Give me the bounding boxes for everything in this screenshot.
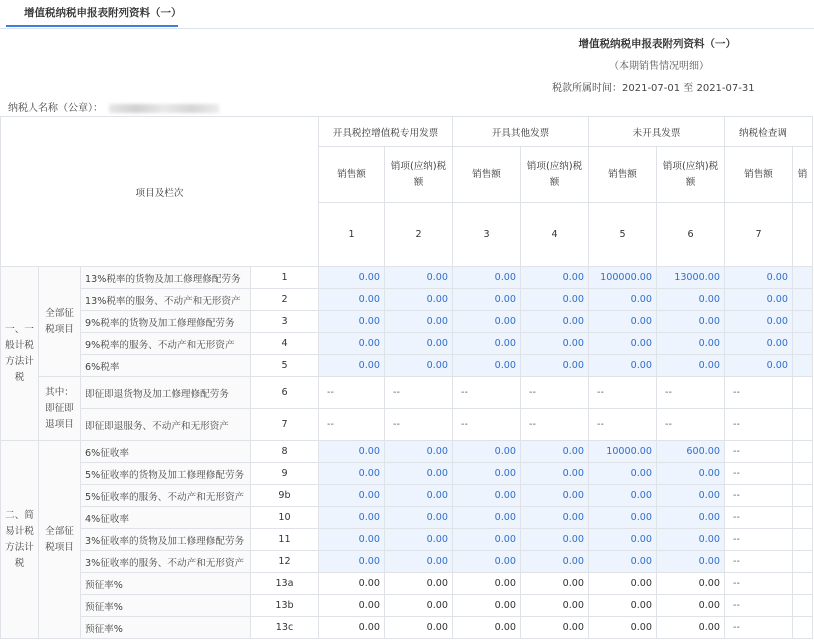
value-cell[interactable]: 0.00 xyxy=(589,311,657,333)
value-cell-partial xyxy=(793,485,813,507)
value-cell-partial xyxy=(793,311,813,333)
value-cell: -- xyxy=(725,573,793,595)
value-cell[interactable]: 0.00 xyxy=(725,289,793,311)
value-cell: 0.00 xyxy=(589,617,657,639)
value-cell: 0.00 xyxy=(453,617,521,639)
value-cell-partial xyxy=(793,463,813,485)
table-row xyxy=(1,485,813,507)
value-cell[interactable]: 0.00 xyxy=(319,441,385,463)
value-cell[interactable]: 0.00 xyxy=(657,463,725,485)
column-number-3: 3 xyxy=(453,203,521,267)
row-line-number: 3 xyxy=(251,311,319,333)
section-general-refund-items: 其中：即征即退项目 xyxy=(39,377,81,441)
value-cell[interactable]: 0.00 xyxy=(385,551,453,573)
value-cell[interactable]: 0.00 xyxy=(521,551,589,573)
value-cell: -- xyxy=(725,617,793,639)
value-cell[interactable]: 0.00 xyxy=(385,355,453,377)
column-number-4: 4 xyxy=(521,203,589,267)
value-cell[interactable]: 0.00 xyxy=(453,463,521,485)
value-cell: -- xyxy=(385,409,453,441)
section-simple-all-items: 全部征税项目 xyxy=(39,441,81,639)
value-cell[interactable]: 0.00 xyxy=(453,441,521,463)
column-number-8 xyxy=(793,203,813,267)
value-cell-partial xyxy=(793,529,813,551)
sub-header-col-6: 销项(应纳)税额 xyxy=(657,147,725,203)
sub-header-col-4: 销项(应纳)税额 xyxy=(521,147,589,203)
row-item-name: 3%征收率的货物及加工修理修配劳务 xyxy=(81,529,251,551)
value-cell: -- xyxy=(725,463,793,485)
value-cell[interactable]: 0.00 xyxy=(319,289,385,311)
tab-vat-schedule-1[interactable]: 增值税纳税申报表附列资料（一） xyxy=(24,7,182,19)
value-cell: -- xyxy=(521,377,589,409)
value-cell[interactable]: 13000.00 xyxy=(657,267,725,289)
row-line-number: 13b xyxy=(251,595,319,617)
value-cell[interactable]: 0.00 xyxy=(657,507,725,529)
value-cell-partial xyxy=(793,551,813,573)
tax-period: 税款所属时间：2021-07-01 至 2021-07-31 xyxy=(552,83,755,94)
table-row xyxy=(1,289,813,311)
value-cell-partial xyxy=(793,333,813,355)
row-item-name: 3%征收率的服务、不动产和无形资产 xyxy=(81,551,251,573)
row-item-name: 预征率% xyxy=(81,573,251,595)
value-cell: 0.00 xyxy=(589,573,657,595)
row-item-name: 即征即退服务、不动产和无形资产 xyxy=(81,409,251,441)
row-line-number: 4 xyxy=(251,333,319,355)
value-cell[interactable]: 0.00 xyxy=(521,267,589,289)
value-cell[interactable]: 0.00 xyxy=(589,463,657,485)
value-cell[interactable]: 0.00 xyxy=(385,289,453,311)
value-cell[interactable]: 0.00 xyxy=(385,267,453,289)
value-cell[interactable]: 0.00 xyxy=(657,485,725,507)
value-cell[interactable]: 0.00 xyxy=(725,333,793,355)
row-line-number: 13c xyxy=(251,617,319,639)
table-row xyxy=(1,377,813,409)
value-cell: -- xyxy=(319,409,385,441)
value-cell[interactable]: 0.00 xyxy=(521,289,589,311)
value-cell: -- xyxy=(725,409,793,441)
form-subtitle: （本期销售情况明细） xyxy=(609,61,709,72)
value-cell[interactable]: 0.00 xyxy=(319,485,385,507)
table-row xyxy=(1,409,813,441)
form-title: 增值税纳税申报表附列资料（一） xyxy=(578,38,736,50)
column-number-2: 2 xyxy=(385,203,453,267)
column-number-5: 5 xyxy=(589,203,657,267)
value-cell: -- xyxy=(725,529,793,551)
value-cell[interactable]: 0.00 xyxy=(385,485,453,507)
value-cell[interactable]: 0.00 xyxy=(453,507,521,529)
value-cell[interactable]: 0.00 xyxy=(319,267,385,289)
section-simple-method: 二、简易计税方法计税 xyxy=(1,441,39,639)
row-line-number: 9b xyxy=(251,485,319,507)
value-cell: -- xyxy=(453,409,521,441)
value-cell[interactable]: 0.00 xyxy=(521,333,589,355)
value-cell: 0.00 xyxy=(589,595,657,617)
row-item-name: 13%税率的服务、不动产和无形资产 xyxy=(81,289,251,311)
row-line-number: 2 xyxy=(251,289,319,311)
sub-header-col-2: 销项(应纳)税额 xyxy=(385,147,453,203)
value-cell-partial xyxy=(793,595,813,617)
row-line-number: 12 xyxy=(251,551,319,573)
value-cell[interactable]: 0.00 xyxy=(385,333,453,355)
sales-detail-table xyxy=(0,116,813,639)
value-cell[interactable]: 0.00 xyxy=(725,311,793,333)
group-header-other-invoice: 开具其他发票 xyxy=(453,117,589,147)
value-cell[interactable]: 0.00 xyxy=(657,355,725,377)
tab-bar xyxy=(0,0,814,29)
value-cell: 0.00 xyxy=(319,573,385,595)
group-header-special-invoice: 开具税控增值税专用发票 xyxy=(319,117,453,147)
value-cell[interactable]: 0.00 xyxy=(385,507,453,529)
value-cell[interactable]: 0.00 xyxy=(589,333,657,355)
value-cell[interactable]: 0.00 xyxy=(589,485,657,507)
value-cell: -- xyxy=(725,377,793,409)
value-cell[interactable]: 0.00 xyxy=(319,529,385,551)
value-cell[interactable]: 100000.00 xyxy=(589,267,657,289)
value-cell[interactable]: 0.00 xyxy=(657,551,725,573)
value-cell[interactable]: 0.00 xyxy=(725,355,793,377)
active-tab-indicator xyxy=(6,25,178,27)
value-cell[interactable]: 0.00 xyxy=(521,463,589,485)
table-row xyxy=(1,617,813,639)
value-cell[interactable]: 0.00 xyxy=(521,441,589,463)
value-cell: -- xyxy=(725,507,793,529)
table-row xyxy=(1,529,813,551)
table-row xyxy=(1,311,813,333)
table-row xyxy=(1,333,813,355)
value-cell: 0.00 xyxy=(521,595,589,617)
value-cell: -- xyxy=(319,377,385,409)
value-cell[interactable]: 600.00 xyxy=(657,441,725,463)
value-cell: 0.00 xyxy=(453,573,521,595)
value-cell-partial xyxy=(793,377,813,409)
value-cell: -- xyxy=(725,441,793,463)
value-cell-partial xyxy=(793,355,813,377)
value-cell[interactable]: 0.00 xyxy=(453,355,521,377)
value-cell-partial xyxy=(793,409,813,441)
value-cell[interactable]: 0.00 xyxy=(319,463,385,485)
value-cell[interactable]: 0.00 xyxy=(657,289,725,311)
row-item-name: 预征率% xyxy=(81,595,251,617)
row-item-name: 5%征收率的货物及加工修理修配劳务 xyxy=(81,463,251,485)
taxpayer-name xyxy=(8,99,219,114)
value-cell-partial xyxy=(793,441,813,463)
value-cell: -- xyxy=(657,377,725,409)
row-line-number: 9 xyxy=(251,463,319,485)
value-cell: 0.00 xyxy=(385,617,453,639)
table-row xyxy=(1,267,813,289)
sub-header-col-5: 销售额 xyxy=(589,147,657,203)
table-row xyxy=(1,595,813,617)
section-general-all-items: 全部征税项目 xyxy=(39,267,81,377)
row-line-number: 6 xyxy=(251,377,319,409)
value-cell[interactable]: 0.00 xyxy=(657,311,725,333)
value-cell: 0.00 xyxy=(657,595,725,617)
project-header: 项目及栏次 xyxy=(1,117,319,267)
value-cell[interactable]: 0.00 xyxy=(453,529,521,551)
row-item-name: 6%征收率 xyxy=(81,441,251,463)
table-row xyxy=(1,551,813,573)
value-cell[interactable]: 0.00 xyxy=(385,463,453,485)
taxpayer-name-label: 纳税人名称（公章）： xyxy=(8,103,103,114)
value-cell[interactable]: 0.00 xyxy=(589,529,657,551)
row-line-number: 11 xyxy=(251,529,319,551)
value-cell[interactable]: 0.00 xyxy=(453,485,521,507)
value-cell: -- xyxy=(385,377,453,409)
value-cell[interactable]: 0.00 xyxy=(657,529,725,551)
value-cell[interactable]: 0.00 xyxy=(589,355,657,377)
table-row xyxy=(1,441,813,463)
value-cell: -- xyxy=(725,485,793,507)
row-line-number: 5 xyxy=(251,355,319,377)
value-cell: -- xyxy=(521,409,589,441)
row-line-number: 8 xyxy=(251,441,319,463)
value-cell: 0.00 xyxy=(657,573,725,595)
row-item-name: 9%税率的货物及加工修理修配劳务 xyxy=(81,311,251,333)
row-line-number: 7 xyxy=(251,409,319,441)
row-line-number: 13a xyxy=(251,573,319,595)
table-row xyxy=(1,573,813,595)
value-cell[interactable]: 0.00 xyxy=(319,507,385,529)
value-cell: 0.00 xyxy=(657,617,725,639)
table-row xyxy=(1,463,813,485)
value-cell[interactable]: 0.00 xyxy=(521,529,589,551)
value-cell: 0.00 xyxy=(521,617,589,639)
row-item-name: 预征率% xyxy=(81,617,251,639)
row-item-name: 13%税率的货物及加工修理修配劳务 xyxy=(81,267,251,289)
value-cell: 0.00 xyxy=(453,595,521,617)
value-cell-partial xyxy=(793,507,813,529)
value-cell: 0.00 xyxy=(385,573,453,595)
value-cell: -- xyxy=(589,377,657,409)
value-cell: 0.00 xyxy=(319,595,385,617)
value-cell: -- xyxy=(589,409,657,441)
value-cell[interactable]: 0.00 xyxy=(521,355,589,377)
value-cell: -- xyxy=(725,595,793,617)
sub-header-col-3: 销售额 xyxy=(453,147,521,203)
column-number-1: 1 xyxy=(319,203,385,267)
value-cell[interactable]: 0.00 xyxy=(521,311,589,333)
value-cell[interactable]: 0.00 xyxy=(319,333,385,355)
value-cell-partial xyxy=(793,267,813,289)
table-row xyxy=(1,355,813,377)
row-item-name: 5%征收率的服务、不动产和无形资产 xyxy=(81,485,251,507)
value-cell: 0.00 xyxy=(521,573,589,595)
value-cell[interactable]: 0.00 xyxy=(589,289,657,311)
value-cell[interactable]: 0.00 xyxy=(521,507,589,529)
value-cell-partial xyxy=(793,573,813,595)
value-cell: 0.00 xyxy=(319,617,385,639)
redacted-name xyxy=(109,104,219,113)
value-cell[interactable]: 0.00 xyxy=(453,551,521,573)
value-cell-partial xyxy=(793,617,813,639)
table-row xyxy=(1,507,813,529)
value-cell[interactable]: 0.00 xyxy=(453,267,521,289)
sub-header-col-7: 销售额 xyxy=(725,147,793,203)
section-general-method: 一、一般计税方法计税 xyxy=(1,267,39,441)
value-cell[interactable]: 0.00 xyxy=(319,311,385,333)
value-cell[interactable]: 0.00 xyxy=(385,441,453,463)
value-cell[interactable]: 10000.00 xyxy=(589,441,657,463)
column-number-6: 6 xyxy=(657,203,725,267)
value-cell[interactable]: 0.00 xyxy=(319,355,385,377)
value-cell: -- xyxy=(453,377,521,409)
group-header-no-invoice: 未开具发票 xyxy=(589,117,725,147)
value-cell[interactable]: 0.00 xyxy=(521,485,589,507)
value-cell[interactable]: 0.00 xyxy=(657,333,725,355)
value-cell-partial xyxy=(793,289,813,311)
value-cell[interactable]: 0.00 xyxy=(725,267,793,289)
row-item-name: 即征即退货物及加工修理修配劳务 xyxy=(81,377,251,409)
sub-header-col-8: 销 xyxy=(793,147,813,203)
row-item-name: 9%税率的服务、不动产和无形资产 xyxy=(81,333,251,355)
value-cell[interactable]: 0.00 xyxy=(319,551,385,573)
value-cell: -- xyxy=(725,551,793,573)
value-cell[interactable]: 0.00 xyxy=(453,333,521,355)
value-cell: 0.00 xyxy=(385,595,453,617)
column-number-7: 7 xyxy=(725,203,793,267)
row-item-name: 6%税率 xyxy=(81,355,251,377)
value-cell[interactable]: 0.00 xyxy=(589,551,657,573)
row-line-number: 1 xyxy=(251,267,319,289)
row-line-number: 10 xyxy=(251,507,319,529)
value-cell[interactable]: 0.00 xyxy=(385,529,453,551)
value-cell: -- xyxy=(657,409,725,441)
sub-header-col-1: 销售额 xyxy=(319,147,385,203)
value-cell[interactable]: 0.00 xyxy=(453,311,521,333)
value-cell[interactable]: 0.00 xyxy=(385,311,453,333)
row-item-name: 4%征收率 xyxy=(81,507,251,529)
group-header-inspection: 纳税检查调 xyxy=(725,117,813,147)
value-cell[interactable]: 0.00 xyxy=(453,289,521,311)
value-cell[interactable]: 0.00 xyxy=(589,507,657,529)
